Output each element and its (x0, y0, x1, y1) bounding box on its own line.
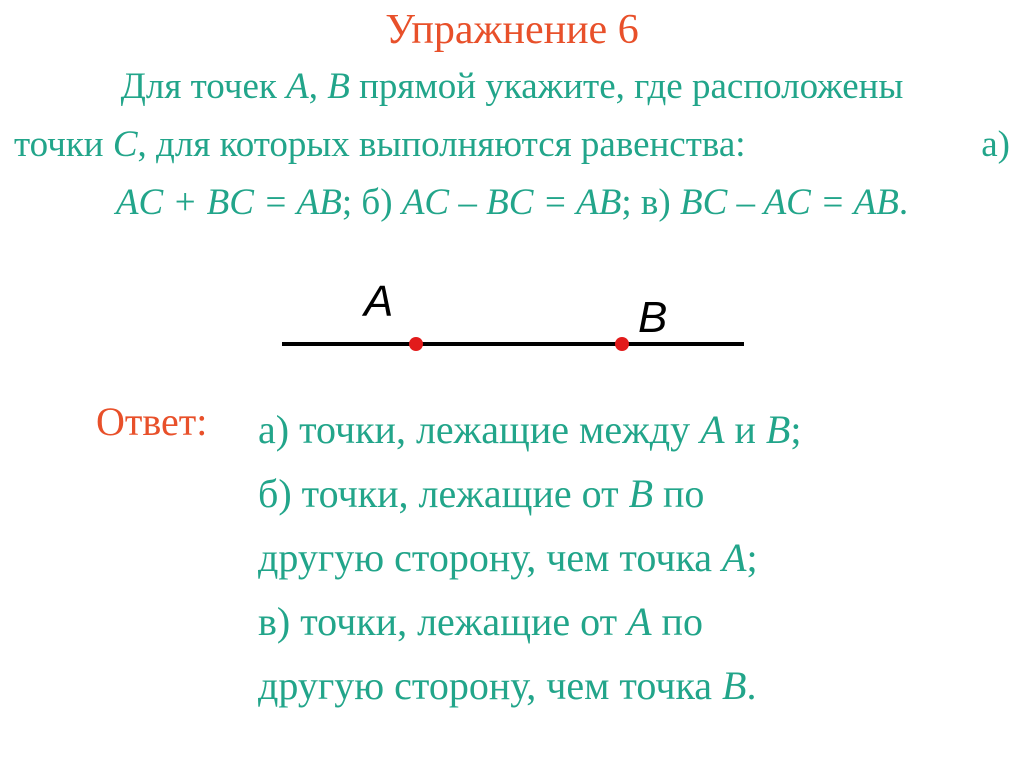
point-b-label: B (638, 293, 668, 342)
slide-title: Упражнение 6 (385, 7, 639, 53)
answer-block (258, 398, 978, 718)
answer-text: б) точки, лежащие от (258, 471, 629, 516)
answer-c-line-1 (258, 590, 978, 654)
problem-text: прямой укажите, где расположены (349, 66, 904, 107)
answer-c-line-2 (258, 654, 978, 718)
point-a-ref: A (722, 535, 747, 580)
problem-statement (14, 58, 1010, 232)
problem-text: Для точек (120, 66, 287, 107)
point-b-ref: B (327, 66, 350, 107)
point-b-ref: B (628, 471, 654, 516)
equation-c: BC – AC = AB (679, 182, 899, 223)
problem-text: , (308, 66, 328, 107)
point-a-ref: A (286, 66, 309, 107)
point-a-ref: A (627, 599, 652, 644)
answer-text: другую сторону, чем точка (258, 663, 723, 708)
answer-text: и (724, 407, 766, 452)
answer-b-line-2 (258, 526, 978, 590)
point-a-label: A (364, 277, 394, 326)
answer-text: по (651, 599, 703, 644)
problem-line-2 (14, 116, 1010, 174)
answer-text: ; (790, 407, 802, 452)
item-a-marker: а) (981, 124, 1010, 165)
point-b-ref: B (722, 663, 747, 708)
equation-b: AC – BC = AB (401, 182, 622, 223)
line-diagram (270, 270, 760, 380)
point-a (409, 337, 423, 351)
problem-text: точки (14, 124, 113, 165)
point-a-ref: A (700, 407, 725, 452)
answer-text: ; (746, 535, 758, 580)
answer-text: по (653, 471, 705, 516)
problem-text: , для которых выполняются равенства: (137, 124, 746, 165)
problem-text: ; б) (341, 182, 402, 223)
equation-a: AC + BC = AB (115, 182, 342, 223)
answer-a (258, 398, 978, 462)
answer-text: в) точки, лежащие от (258, 599, 628, 644)
answer-label: Ответ: (96, 399, 208, 444)
answer-text: а) точки, лежащие между (258, 407, 701, 452)
problem-text: . (898, 182, 909, 223)
point-b (615, 337, 629, 351)
problem-text: ; в) (621, 182, 680, 223)
point-c-ref: C (112, 124, 138, 165)
problem-line-1 (14, 58, 1010, 116)
point-b-ref: B (765, 407, 791, 452)
answer-b-line-1 (258, 462, 978, 526)
problem-line-3 (14, 174, 1010, 232)
answer-text: другую сторону, чем точка (258, 535, 723, 580)
answer-text: . (746, 663, 757, 708)
problem-line-2-left (14, 116, 746, 174)
